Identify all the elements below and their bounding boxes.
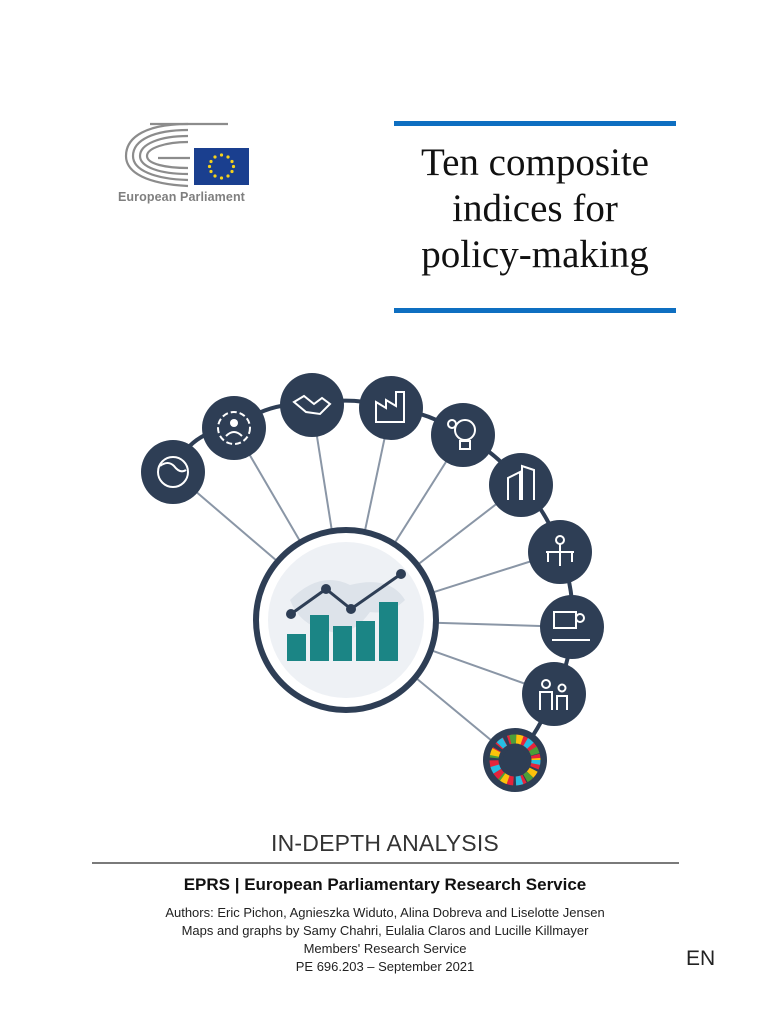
title-rule-bottom bbox=[394, 308, 676, 313]
title-line-1: Ten composite bbox=[421, 141, 649, 184]
hub-chart-circle bbox=[256, 530, 436, 710]
factory-icon bbox=[359, 376, 423, 440]
logo-text: European Parliament bbox=[118, 190, 245, 204]
service-name: EPRS | European Parliamentary Research Service bbox=[183, 875, 587, 894]
language-code: EN bbox=[686, 947, 716, 970]
divider bbox=[92, 862, 679, 864]
organisation-chart-icon bbox=[528, 520, 592, 584]
innovation-bulb-icon bbox=[431, 403, 495, 467]
title-rule-top bbox=[394, 121, 676, 126]
title-line-2: indices for bbox=[452, 187, 618, 230]
family-icon bbox=[522, 662, 586, 726]
page-title bbox=[394, 140, 676, 278]
unit-line: Members' Research Service bbox=[303, 941, 467, 956]
reference-line: PE 696.203 – September 2021 bbox=[295, 959, 475, 974]
person-cycle-icon bbox=[202, 396, 266, 460]
document-type: IN-DEPTH ANALYSIS bbox=[271, 830, 499, 856]
graphs-line: Maps and graphs by Samy Chahri, Eulalia Claros and Lucille Killmayer bbox=[181, 923, 589, 938]
media-meeting-icon bbox=[540, 595, 604, 659]
sdg-wheel-icon bbox=[483, 728, 547, 792]
authors-line: Authors: Eric Pichon, Agnieszka Widuto, Alina Dobreva and Liselotte Jensen bbox=[165, 905, 605, 920]
buildings-icon bbox=[489, 453, 553, 517]
handshake-icon bbox=[280, 373, 344, 437]
globe-icon bbox=[141, 440, 205, 504]
european-parliament-logo bbox=[118, 118, 258, 214]
title-line-3: policy-making bbox=[421, 233, 649, 276]
